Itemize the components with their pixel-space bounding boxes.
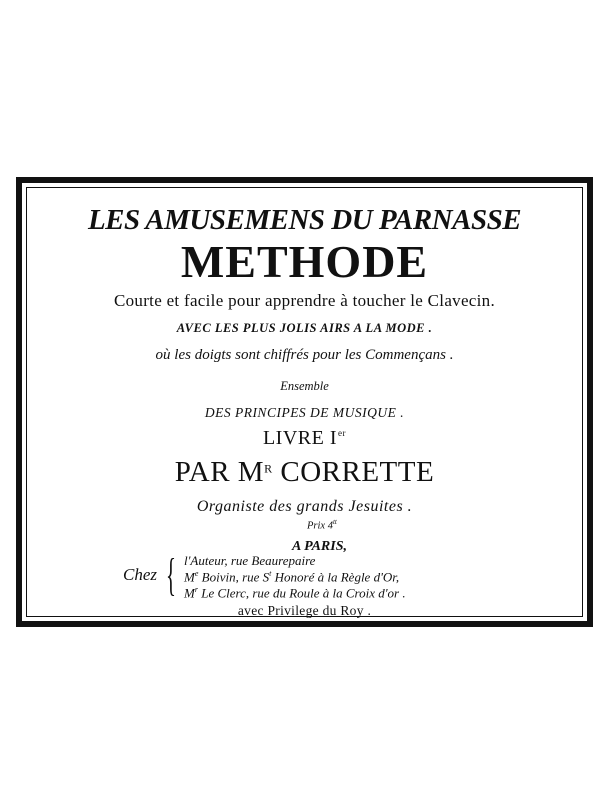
- fingering-note: où les doigts sont chiffrés pour les Commençans .: [155, 347, 454, 363]
- author-line: [27, 458, 582, 487]
- address-3-prefix: M: [184, 585, 195, 601]
- main-title: METHODE: [180, 236, 429, 287]
- address-author: l'Auteur, rue Beaurepaire: [184, 553, 316, 568]
- address-boivin: [184, 570, 399, 583]
- address-2-sup: e: [194, 569, 199, 578]
- author-prefix: PAR M: [174, 456, 265, 488]
- author-name: CORRETTE: [280, 456, 435, 488]
- with-airs-line: AVEC LES PLUS JOLIS AIRS A LA MODE .: [176, 321, 433, 335]
- series-title: LES AMUSEMENS DU PARNASSE: [87, 204, 522, 236]
- address-3-sup: r: [194, 585, 198, 594]
- brace-icon: {: [166, 549, 176, 600]
- address-leclerc: [184, 586, 406, 599]
- chez-label: Chez: [123, 565, 157, 584]
- address-2-rest: Honoré à la Règle d'Or,: [271, 569, 400, 585]
- author-role: Organiste des grands Jesuites .: [196, 498, 413, 515]
- title-page-inner-border: [26, 187, 583, 617]
- price-suffix: tt: [332, 518, 337, 526]
- address-2-sup2: t: [269, 569, 272, 578]
- title-page-frame: [16, 177, 593, 627]
- price: [307, 519, 337, 532]
- privilege-line: avec Privilege du Roy .: [237, 603, 372, 618]
- book-prefix: LIVRE I: [262, 427, 338, 449]
- subtitle: Courte et facile pour apprendre à toucher le Clavecin.: [113, 291, 496, 310]
- book-number: [27, 428, 582, 448]
- address-2-prefix: M: [184, 569, 195, 585]
- ensemble-line: Ensemble: [280, 379, 329, 393]
- address-3-rest: Le Clerc, rue du Roule à la Croix d'or .: [197, 585, 406, 601]
- book-suffix: er: [338, 428, 347, 439]
- city: A PARIS,: [292, 539, 347, 554]
- principles-line: DES PRINCIPES DE MUSIQUE .: [204, 405, 405, 420]
- address-2-mid: Boivin, rue S: [198, 569, 270, 585]
- author-title-sup: R: [264, 461, 273, 476]
- price-prefix: Prix 4: [307, 520, 333, 532]
